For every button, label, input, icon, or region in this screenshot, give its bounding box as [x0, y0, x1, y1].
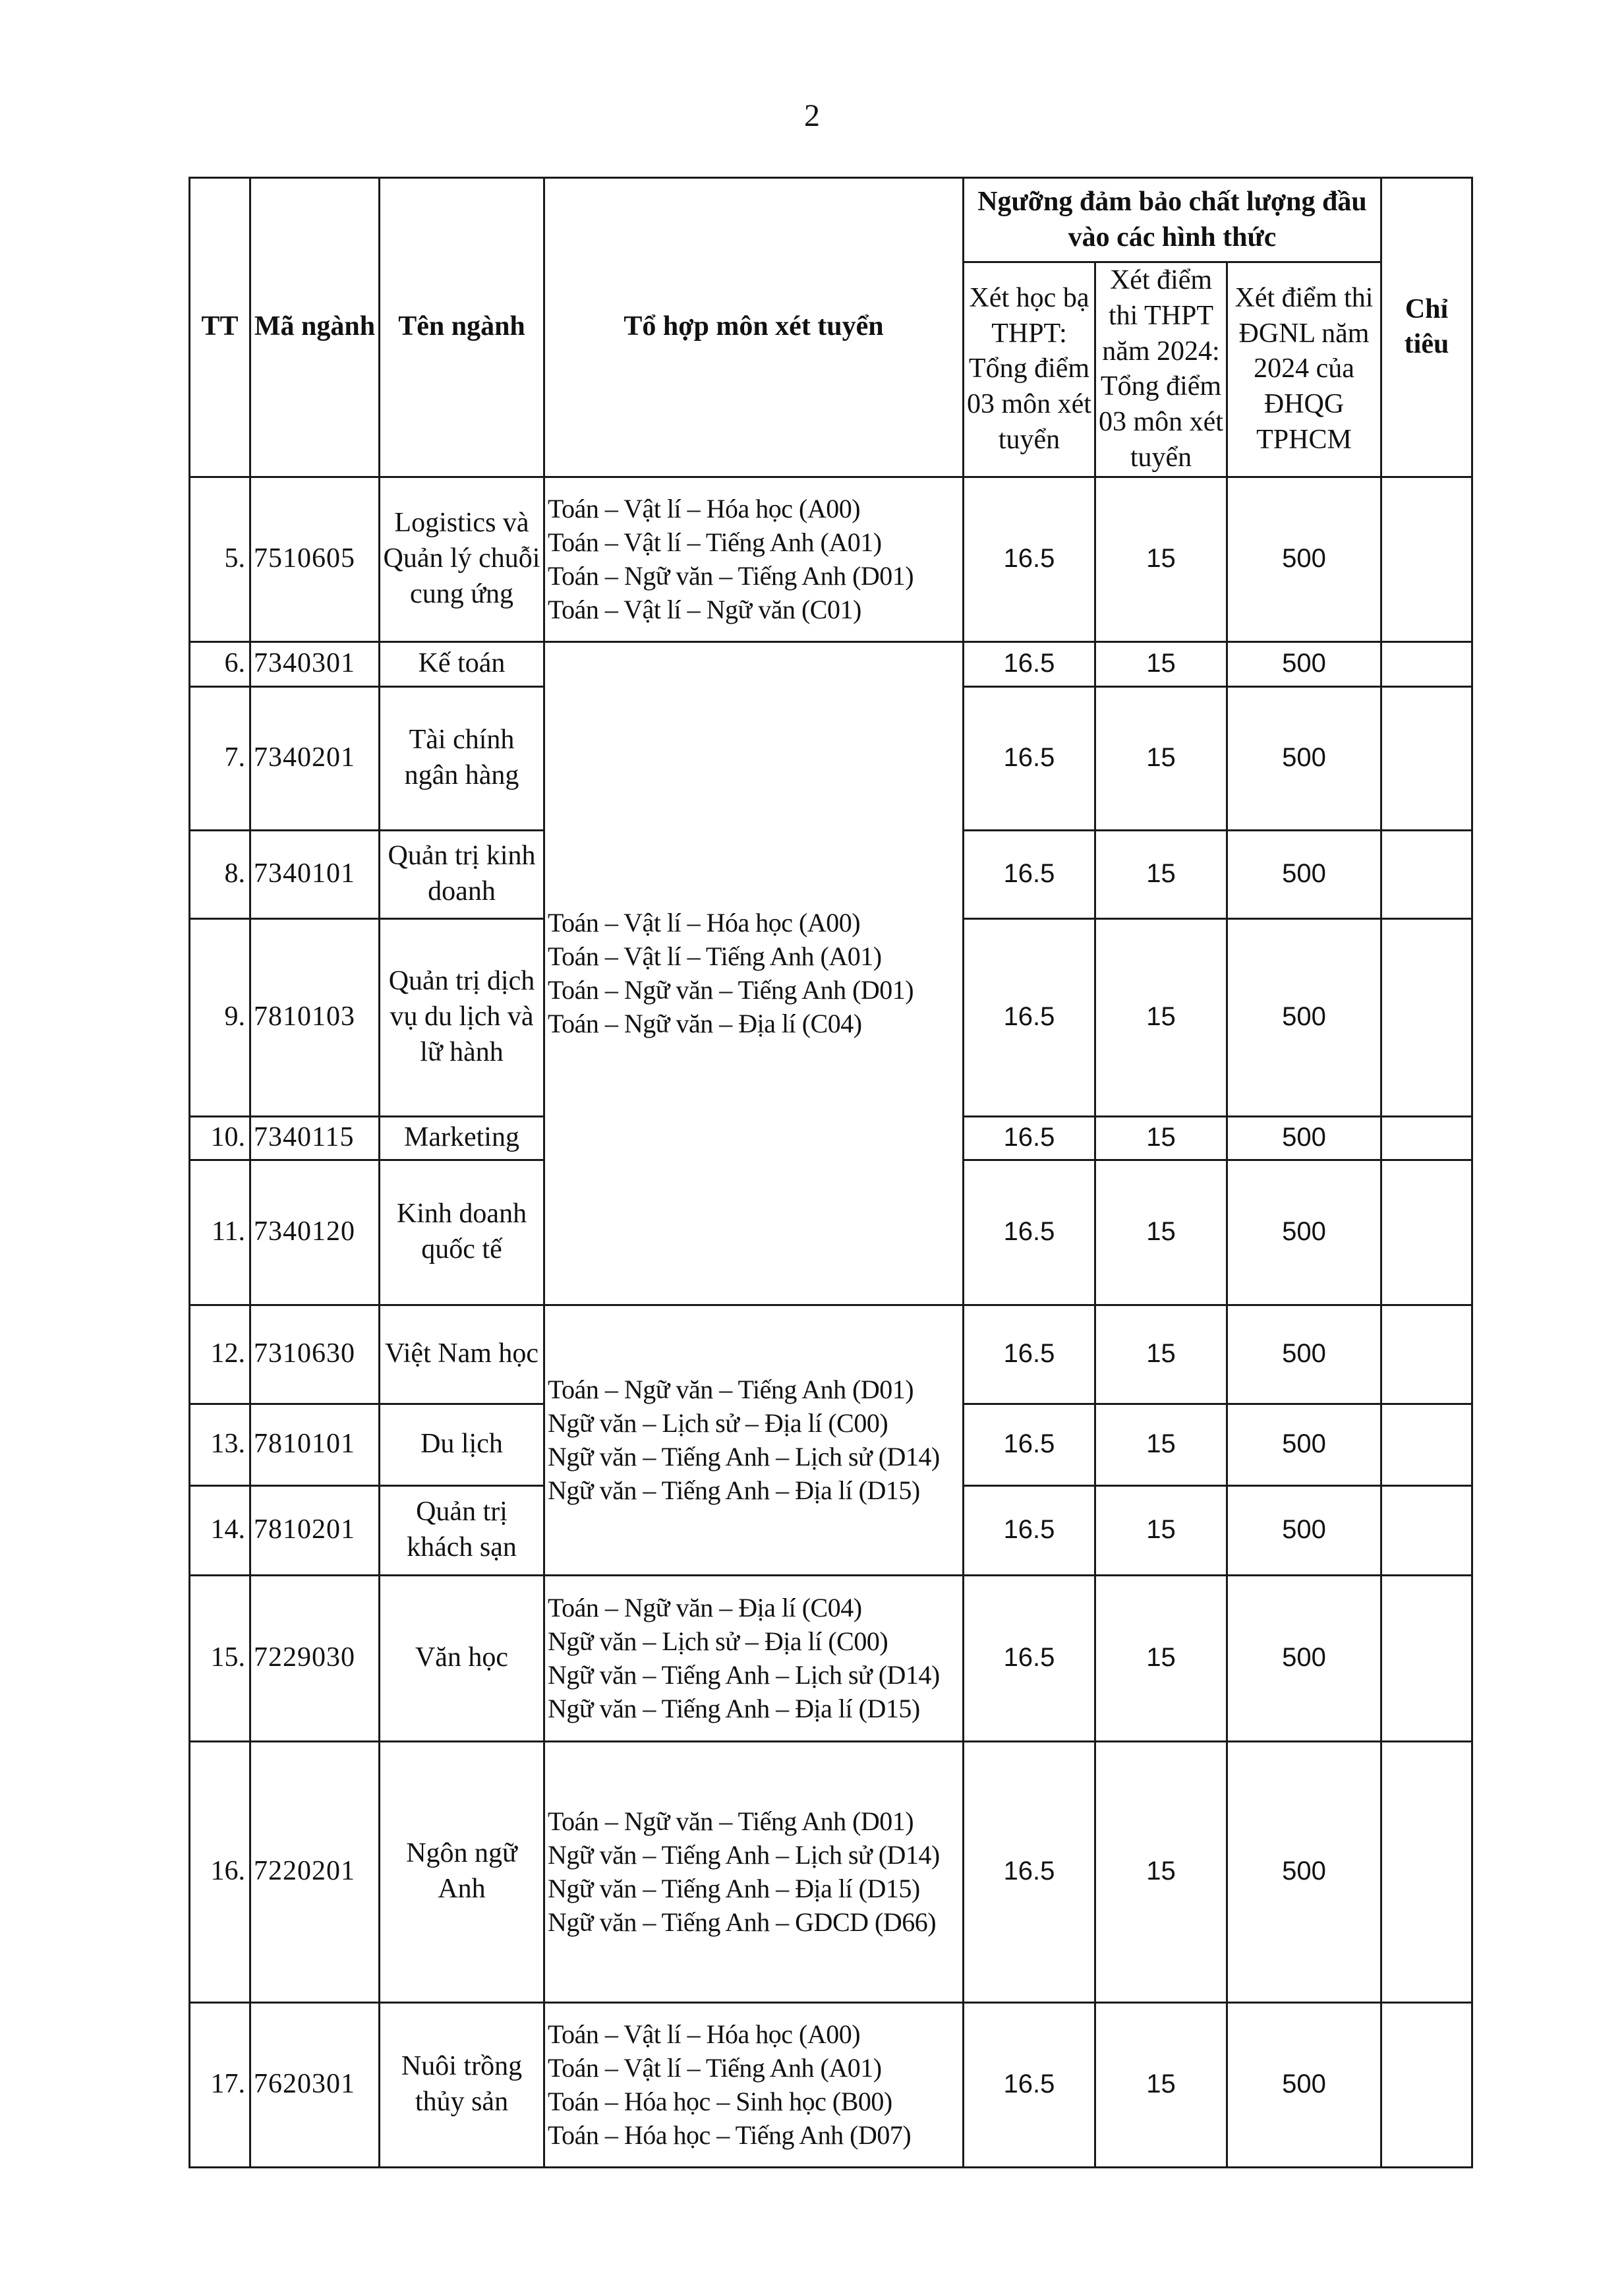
row-tt: 17.: [190, 2002, 250, 2167]
row-name: Văn học: [380, 1575, 544, 1741]
header-combos: Tổ hợp môn xét tuyển: [544, 178, 964, 477]
row-dgnl: 500: [1227, 918, 1381, 1116]
row-thpt: 15: [1095, 1575, 1227, 1741]
row-hocba: 16.5: [964, 1575, 1095, 1741]
combo-item: Ngữ văn – Tiếng Anh – Địa lí (D15): [548, 1694, 920, 1724]
row-name: Kế toán: [380, 641, 544, 686]
row-thpt: 15: [1095, 477, 1227, 641]
combo-item: Ngữ văn – Tiếng Anh – Địa lí (D15): [548, 1874, 920, 1903]
page-number: 2: [804, 98, 820, 133]
row-hocba: 16.5: [964, 1485, 1095, 1575]
row-name: Quản trị dịch vụ du lịch và lữ hành: [380, 918, 544, 1116]
row-code: 7810201: [250, 1485, 380, 1575]
row-name: Quản trị khách sạn: [380, 1485, 544, 1575]
row-dgnl: 500: [1227, 830, 1381, 918]
row-hocba: 16.5: [964, 1741, 1095, 2002]
combo-cell: [544, 1575, 964, 1741]
row-code: 7340120: [250, 1160, 380, 1305]
row-hocba: 16.5: [964, 918, 1095, 1116]
row-tt: 13.: [190, 1404, 250, 1485]
admissions-table: [188, 177, 1473, 2168]
combo-item: Toán – Vật lí – Hóa học (A00): [548, 907, 861, 937]
row-tt: 16.: [190, 1741, 250, 2002]
row-dgnl: 500: [1227, 1404, 1381, 1485]
row-quota: [1381, 477, 1472, 641]
combo-item: Toán – Hóa học – Sinh học (B00): [548, 2087, 892, 2116]
header-tt: TT: [190, 178, 250, 477]
row-tt: 8.: [190, 830, 250, 918]
combo-item: Toán – Vật lí – Tiếng Anh (A01): [548, 941, 882, 971]
combo-item: Toán – Ngữ văn – Tiếng Anh (D01): [548, 975, 914, 1005]
row-hocba: 16.5: [964, 1305, 1095, 1404]
row-name: Kinh doanh quốc tế: [380, 1160, 544, 1305]
row-name: Marketing: [380, 1116, 544, 1160]
header-dgnl: Xét điểm thi ĐGNL năm 2024 của ĐHQG TPHCM: [1227, 262, 1381, 477]
row-thpt: 15: [1095, 1305, 1227, 1404]
row-dgnl: 500: [1227, 477, 1381, 641]
row-hocba: 16.5: [964, 1160, 1095, 1305]
row-dgnl: 500: [1227, 641, 1381, 686]
row-code: 7310630: [250, 1305, 380, 1404]
row-thpt: 15: [1095, 1404, 1227, 1485]
header-quota: Chỉ tiêu: [1381, 178, 1472, 477]
row-name: Việt Nam học: [380, 1305, 544, 1404]
table-row: [190, 2002, 1472, 2167]
row-name: Nuôi trồng thủy sản: [380, 2002, 544, 2167]
row-dgnl: 500: [1227, 686, 1381, 830]
row-tt: 15.: [190, 1575, 250, 1741]
combo-item: Ngữ văn – Tiếng Anh – Lịch sử (D14): [548, 1660, 940, 1690]
row-thpt: 15: [1095, 918, 1227, 1116]
combo-cell: [544, 477, 964, 641]
combo-item: Toán – Hóa học – Tiếng Anh (D07): [548, 2120, 912, 2151]
row-name: Du lịch: [380, 1404, 544, 1485]
row-quota: [1381, 1160, 1472, 1305]
combo-item: Toán – Vật lí – Tiếng Anh (A01): [548, 527, 882, 557]
row-quota: [1381, 686, 1472, 830]
row-tt: 11.: [190, 1160, 250, 1305]
row-name: Ngôn ngữ Anh: [380, 1741, 544, 2002]
row-code: 7229030: [250, 1575, 380, 1741]
header-threshold-group: Ngưỡng đảm bảo chất lượng đầu vào các hình thức: [964, 178, 1381, 262]
combo-item: Ngữ văn – Lịch sử – Địa lí (C00): [548, 1408, 888, 1438]
row-thpt: 15: [1095, 1485, 1227, 1575]
combo-item: Ngữ văn – Tiếng Anh – Lịch sử (D14): [548, 1442, 940, 1472]
row-thpt: 15: [1095, 686, 1227, 830]
combo-item: Ngữ văn – Tiếng Anh – GDCD (D66): [548, 1907, 937, 1938]
combo-item: Toán – Vật lí – Hóa học (A00): [548, 2019, 861, 2049]
row-code: 7340115: [250, 1116, 380, 1160]
row-quota: [1381, 918, 1472, 1116]
row-quota: [1381, 1404, 1472, 1485]
row-tt: 12.: [190, 1305, 250, 1404]
row-thpt: 15: [1095, 1741, 1227, 2002]
header-name: Tên ngành: [380, 178, 544, 477]
table-row: [190, 1741, 1472, 2002]
table-body: [190, 477, 1472, 2167]
row-thpt: 15: [1095, 1160, 1227, 1305]
row-tt: 9.: [190, 918, 250, 1116]
row-quota: [1381, 2002, 1472, 2167]
row-thpt: 15: [1095, 641, 1227, 686]
row-code: 7620301: [250, 2002, 380, 2167]
row-hocba: 16.5: [964, 686, 1095, 830]
row-dgnl: 500: [1227, 1485, 1381, 1575]
row-quota: [1381, 1741, 1472, 2002]
row-quota: [1381, 1485, 1472, 1575]
row-code: 7340101: [250, 830, 380, 918]
row-quota: [1381, 641, 1472, 686]
row-code: 7340301: [250, 641, 380, 686]
row-dgnl: 500: [1227, 1741, 1381, 2002]
row-hocba: 16.5: [964, 1404, 1095, 1485]
row-tt: 10.: [190, 1116, 250, 1160]
combo-item: Toán – Ngữ văn – Tiếng Anh (D01): [548, 1374, 914, 1404]
combo-item: Toán – Ngữ văn – Địa lí (C04): [548, 1592, 862, 1622]
row-dgnl: 500: [1227, 1575, 1381, 1741]
combo-item: Toán – Vật lí – Ngữ văn (C01): [548, 595, 861, 625]
table-row: [190, 1575, 1472, 1741]
combo-item: Toán – Vật lí – Hóa học (A00): [548, 493, 861, 523]
row-code: 7810101: [250, 1404, 380, 1485]
row-tt: 14.: [190, 1485, 250, 1575]
row-quota: [1381, 1575, 1472, 1741]
row-quota: [1381, 1116, 1472, 1160]
combo-cell: [544, 2002, 964, 2167]
table-row: [190, 477, 1472, 641]
table-row: [190, 1305, 1472, 1404]
combo-item: Toán – Ngữ văn – Địa lí (C04): [548, 1009, 862, 1039]
row-name: Tài chính ngân hàng: [380, 686, 544, 830]
header-hocba: Xét học bạ THPT: Tổng điểm 03 môn xét tuyển: [964, 262, 1095, 477]
row-dgnl: 500: [1227, 2002, 1381, 2167]
table-row: [190, 641, 1472, 686]
combo-item: Ngữ văn – Tiếng Anh – Lịch sử (D14): [548, 1839, 940, 1870]
row-quota: [1381, 1305, 1472, 1404]
row-code: 7340201: [250, 686, 380, 830]
combo-item: Toán – Vật lí – Tiếng Anh (A01): [548, 2052, 882, 2083]
combo-cell: [544, 1741, 964, 2002]
header-thpt: Xét điểm thi THPT năm 2024: Tổng điểm 03 môn xét tuyển: [1095, 262, 1227, 477]
row-code: 7510605: [250, 477, 380, 641]
row-name: Logistics và Quản lý chuỗi cung ứng: [380, 477, 544, 641]
row-dgnl: 500: [1227, 1116, 1381, 1160]
row-code: 7220201: [250, 1741, 380, 2002]
row-dgnl: 500: [1227, 1305, 1381, 1404]
combo-item: Toán – Ngữ văn – Tiếng Anh (D01): [548, 1806, 914, 1836]
row-hocba: 16.5: [964, 1116, 1095, 1160]
row-name: Quản trị kinh doanh: [380, 830, 544, 918]
row-hocba: 16.5: [964, 477, 1095, 641]
row-hocba: 16.5: [964, 830, 1095, 918]
row-tt: 7.: [190, 686, 250, 830]
row-dgnl: 500: [1227, 1160, 1381, 1305]
row-thpt: 15: [1095, 2002, 1227, 2167]
row-code: 7810103: [250, 918, 380, 1116]
combo-item: Ngữ văn – Tiếng Anh – Địa lí (D15): [548, 1475, 920, 1506]
combo-item: Toán – Ngữ văn – Tiếng Anh (D01): [548, 561, 914, 591]
row-hocba: 16.5: [964, 2002, 1095, 2167]
row-hocba: 16.5: [964, 641, 1095, 686]
header-code: Mã ngành: [250, 178, 380, 477]
row-quota: [1381, 830, 1472, 918]
combo-cell: [544, 641, 964, 1305]
row-tt: 6.: [190, 641, 250, 686]
combo-item: Ngữ văn – Lịch sử – Địa lí (C00): [548, 1626, 888, 1656]
row-tt: 5.: [190, 477, 250, 641]
row-thpt: 15: [1095, 830, 1227, 918]
row-thpt: 15: [1095, 1116, 1227, 1160]
combo-cell: [544, 1305, 964, 1575]
